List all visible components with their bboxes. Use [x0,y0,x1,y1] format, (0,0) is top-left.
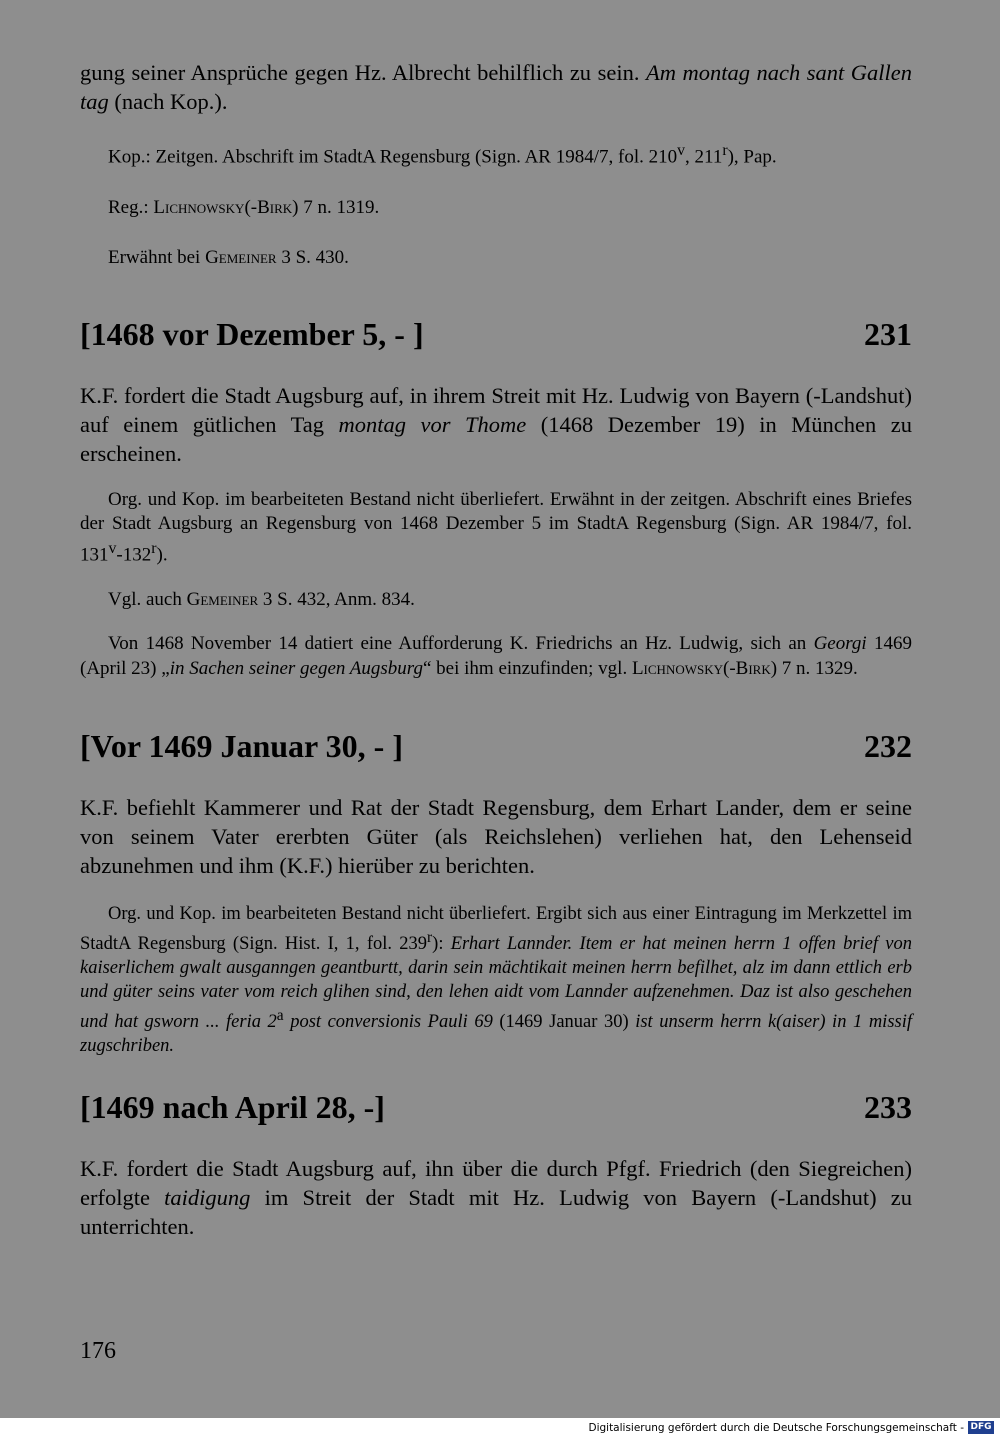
text-span: (1468 Dezember 19) in München zu erscheinen. [80,411,913,466]
entry-note-231-3 [80,632,912,681]
text-span: Org. und Kop. im bearbeiteten Bestand nicht überliefert. Ergibt sich aus einer Eintragung im Merkzettel im StadtA Regensburg (Sign. Hist. I, 1, fol. 239 [80,904,912,955]
entry-heading-232 [80,727,912,765]
entry-number: 233 [864,1089,912,1126]
entry-text-231 [80,381,912,468]
page-number: 176 [80,1338,116,1364]
text-span: Kop.: Zeitgen. Abschrift im StadtA Regensburg (Sign. AR 1984/7, fol. 210 [108,146,678,168]
entry-date-title: [1469 nach April 28, -] [80,1089,385,1126]
entry-heading-233 [80,1088,912,1126]
entry-heading-231 [80,315,912,353]
italic-span: taidigung [164,1185,251,1211]
superscript: r [151,539,157,557]
entry-date-title: [Vor 1469 Januar 30, - ] [80,728,403,765]
dfg-logo-icon: DFG [968,1421,994,1434]
text-span: K.F. fordert die Stadt Augsburg auf, in ihrem Streit mit Hz. Ludwig von Bayern (-Landshut) auf einem gütlichen Tag [80,382,912,437]
text-span: (1469 Januar 30) [492,1012,636,1033]
superscript: v [108,539,117,557]
entry-note-231-2 [80,588,912,613]
text-span: 3 S. 430. [276,247,349,269]
text-span: Von 1468 November 14 datiert eine Aufforderung K. Friedrichs an Hz. Ludwig, sich an [108,633,814,655]
smallcaps-span: Lichnowsky(-Birk) [631,657,778,679]
text-span: (nach Kop.). [108,89,228,114]
text-span: gung seiner Ansprüche gegen Hz. Albrecht behilflich zu sein. [80,60,646,85]
text-span: K.F. fordert die Stadt Augsburg auf, ihn über die durch Pfgf. Friedrich (den Siegreichen) erfolgte [80,1156,912,1211]
text-span: Vgl. auch [108,588,187,610]
italic-span: Georgi [813,633,867,655]
superscript: v [677,142,686,159]
entry-note-232-1 [80,902,912,1058]
smallcaps-span: Gemeiner [205,247,277,269]
intro-paragraph [80,58,912,116]
entry-date-title: [1468 vor Dezember 5, - ] [80,315,424,352]
text-span: 1469 (April 23) „ [80,633,912,679]
superscript: a [276,1007,284,1025]
superscript: r [427,929,433,947]
text-span: ): [432,934,451,955]
reg-note [80,196,912,221]
page-content [80,58,912,1241]
smallcaps-span: Lichnowsky(-Birk) [153,196,299,218]
text-span: , 211 [685,146,723,168]
text-span: “ bei ihm einzufinden; vgl. [423,657,632,679]
entry-number: 231 [864,315,912,352]
italic-span: post conversionis Pauli 69 [283,1012,493,1033]
funding-footer [588,1421,994,1434]
text-span: ). [156,544,168,566]
text-span: im Streit der Stadt mit Hz. Ludwig von Bayern (-Landshut) zu unterrichten. [80,1185,912,1240]
entry-text-233 [80,1154,912,1241]
italic-span: Am montag nach sant Gallen tag [80,60,912,114]
text-span: Erwähnt bei [108,247,206,269]
text-span: Org. und Kop. im bearbeiteten Bestand nicht überliefert. Erwähnt in der zeitgen. Abschrift eines Briefes der Stadt Augsburg an Regensburg von 1468 Dezember 5 im StadtA Regensburg (Sign. AR 1984/7, fol. 131 [80,488,912,566]
text-span: K.F. befiehlt Kammerer und Rat der Stadt Regensburg, dem Erhart Lander, dem er seine von seinem Vater ererbten Güter (als Reichslehen) verliehen hat, den Lehenseid abzunehmen und ihm (K.F.) hierüber zu berichten. [80,795,912,879]
kop-note [80,139,912,170]
italic-span: in Sachen seiner gegen Augsburg [169,657,423,679]
erwaehnt-note [80,246,912,271]
italic-span: ist unserm herrn k(aiser) in 1 missif zugschriben. [80,1012,913,1057]
text-span: 7 n. 1319. [298,196,380,218]
italic-span: Erhart Lannder. Item er hat meinen herrn 1 offen brief von kaiserlichem gwalt ausganngen geantburtt, darin sein mächtikait meinen herrn befilhet, alz im dann ettlich erb und güter seins vater vom reich glihen sind, den lehen aidt vom Lannder aufzenehmen. Daz ist also geschehen und hat gsworn ... feria 2 [80,934,912,1033]
text-span: 7 n. 1329. [777,657,858,679]
text-span: -132 [116,544,152,566]
text-span: Reg.: [108,196,154,218]
italic-span: montag vor Thome [338,411,527,437]
text-span: 3 S. 432, Anm. 834. [258,588,415,610]
entry-text-232 [80,793,912,880]
superscript: r [722,142,728,159]
entry-note-231-1 [80,488,912,568]
entry-number: 232 [864,728,912,765]
smallcaps-span: Gemeiner [186,588,259,610]
footer-text: Digitalisierung gefördert durch die Deutsche Forschungsgemeinschaft - [588,1421,964,1434]
text-span: ), Pap. [727,146,777,168]
